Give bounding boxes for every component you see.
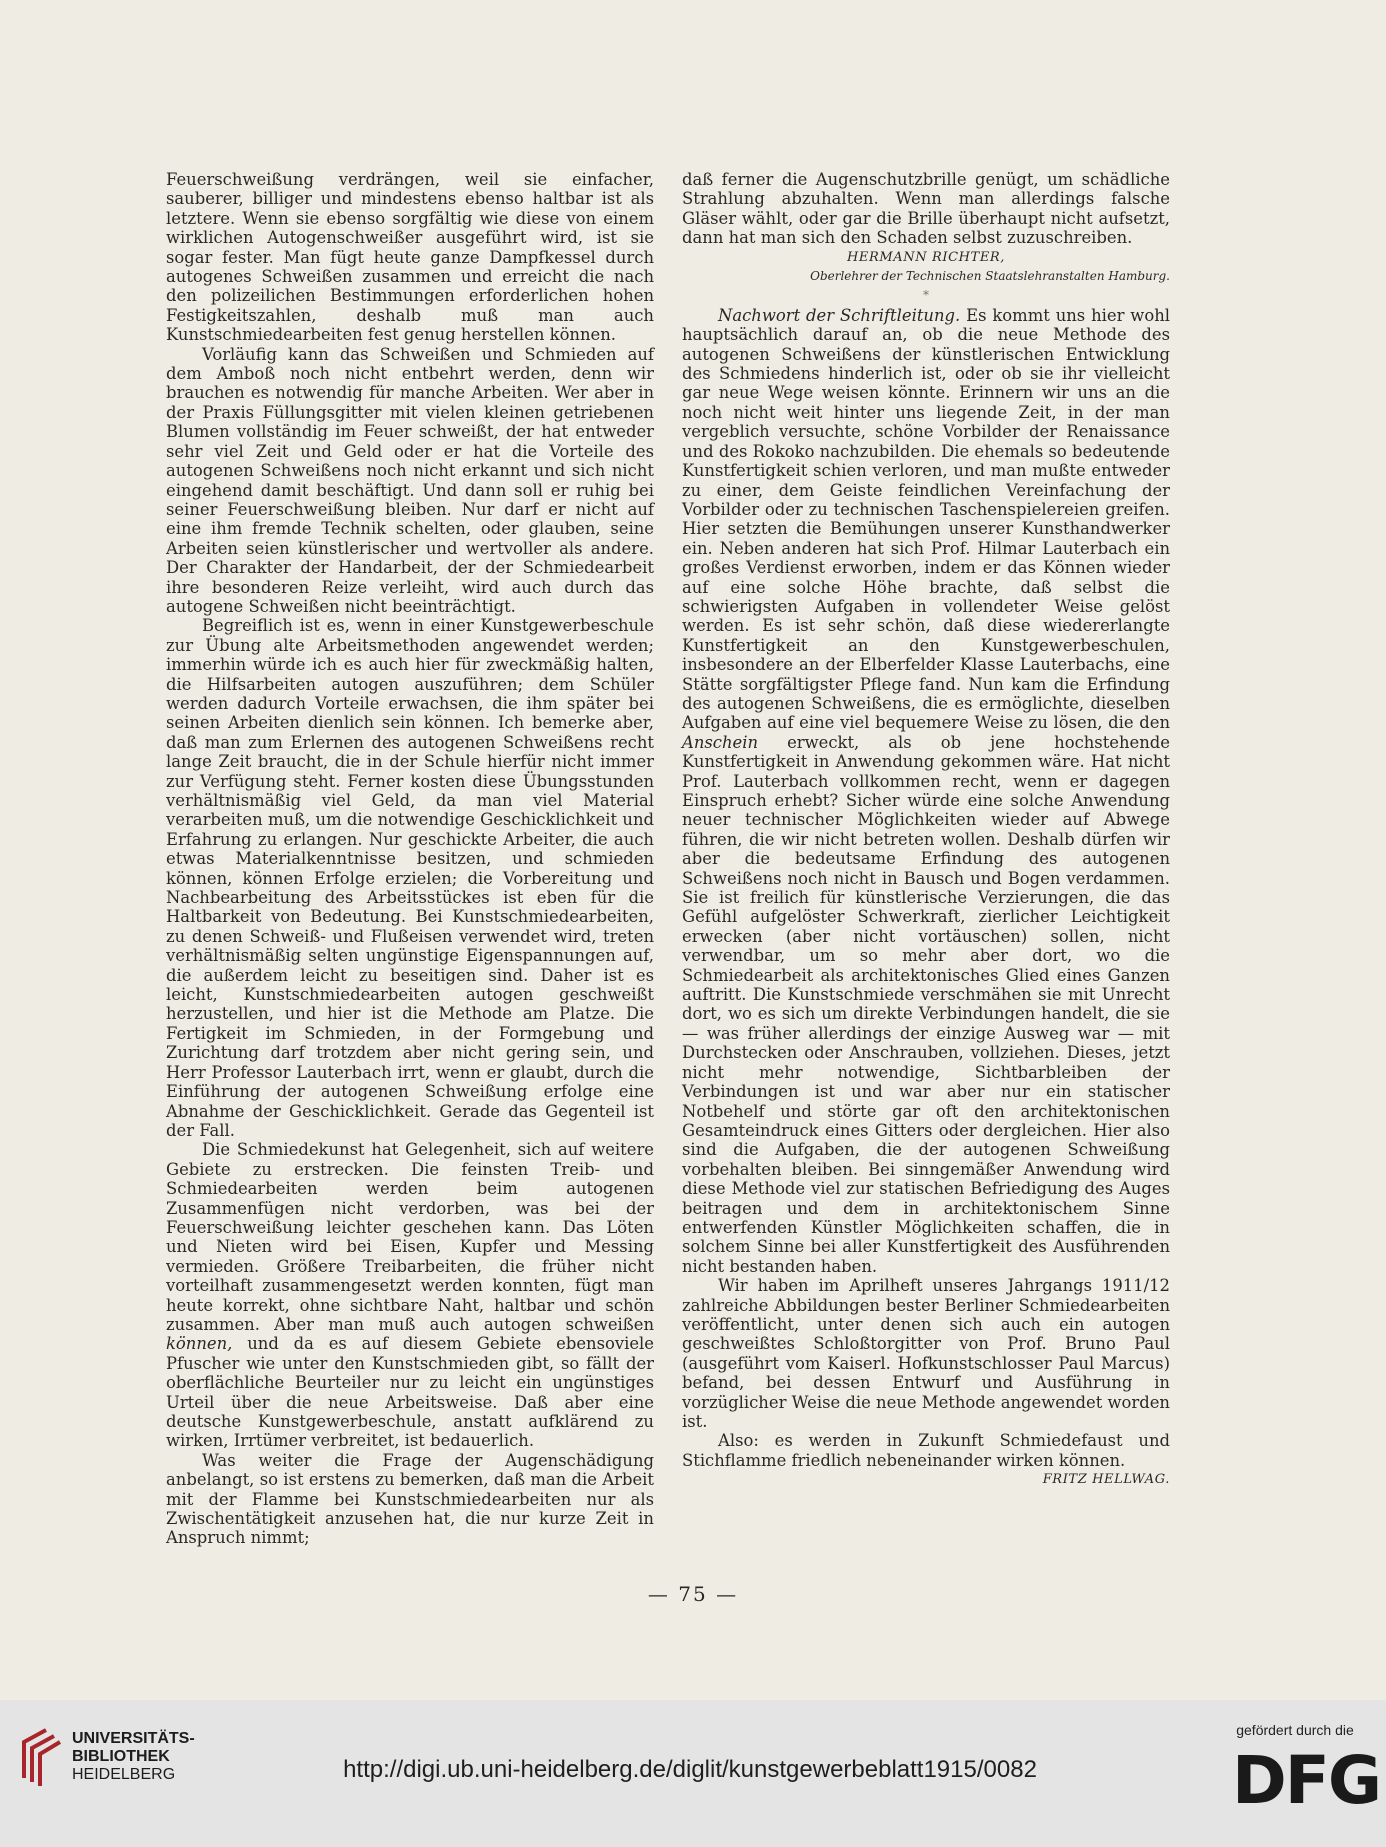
library-name-line: BIBLIOTHEK	[72, 1748, 170, 1765]
signature-name: HERMANN RICHTER,	[846, 249, 1006, 265]
paragraph: Begreiflich ist es, wenn in einer Kunstgewerbeschule zur Übung alte Arbeitsmethoden angewendet werden; immerhin würde ich es auch hier für zweckmäßig halten, die Hilfsarbeiten autogen auszuführen; dem Schüler werden dadurch Vorteile erwachsen, die ihm später bei seinen Arbeiten dienlich sein können. Ich bemerke aber, daß man zum Erlernen des autogenen Schweißens recht lange Zeit braucht, die in der Schule hierfür nicht immer zur Verfügung steht. Ferner kosten diese Übungsstunden verhältnismäßig viel Geld, da man viel Material verarbeiten muß, um die notwendige Geschicklichkeit und Erfahrung zu erlangen. Nur geschickte Arbeiter, die auch etwas Materialkenntnisse besitzen, und schmieden können, können Erfolge erzielen; die Vorbereitung und Nachbearbeitung des Arbeitsstückes ist eben für die Haltbarkeit von Bedeutung. Bei Kunstschmiedearbeiten, zu denen Schweiß- und Flußeisen verwendet wird, treten verhältnismäßig selten ungünstige Eigenspannungen auf, die außerdem leicht zu beseitigen sind. Daher ist es leicht, Kunstschmiedearbeiten autogen geschweißt herzustellen, und hier ist die Methode am Platze. Die Fertigkeit im Schmieden, in der Formgebung und Zurichtung darf trotzdem aber nicht gering sein, und Herr Professor Lauterbach irrt, wenn er glaubt, durch die Einführung der autogenen Schweißung erfolge eine Abnahme der Geschicklichkeit. Gerade das Gegenteil ist der Fall.	[166, 616, 654, 1140]
paragraph: Vorläufig kann das Schweißen und Schmieden auf dem Amboß noch nicht entbehrt werden, denn wir brauchen es notwendig für manche Arbeiten. Wer aber in der Praxis Füllungsgitter mit vielen kleinen getriebenen Blumen vollständig im Feuer schweißt, der hat entweder sehr viel Zeit und Geld oder er hat die Vorteile des autogenen Schweißens noch nicht erkannt und sich nicht eingehend damit beschäftigt. Und dann soll er ruhig bei seiner Feuerschweißung bleiben. Nur darf er nicht auf eine ihm fremde Technik schelten, oder glauben, seine Arbeiten seien künstlerischer und wertvoller als andere. Der Charakter der Handarbeit, der der Schmiedearbeit ihre besonderen Reize verleiht, wird auch durch das autogene Schweißen nicht beeinträchtigt.	[166, 344, 654, 616]
dfg-logo[interactable]: DFG	[1232, 1742, 1381, 1819]
signature-role: Oberlehrer der Technischen Staatslehranstalten Hamburg.	[810, 269, 1170, 284]
nachwort-paragraph	[682, 306, 1170, 1276]
left-column	[166, 170, 654, 1548]
section-separator: *	[923, 288, 929, 303]
text-run: Die Schmiedekunst hat Gelegenheit, sich auf weitere Gebiete zu erstrecken. Die feinsten Treib- und Schmiedearbeiten werden beim autogenen Zusammenfügen nicht verdorben, was bei der Feuerschweißung leichter geschehen kann. Das Löten und Nieten wird bei Eisen, Kupfer und Messing vermieden. Größere Treibarbeiten, die früher nicht vorteilhaft zusammengesetzt werden konnten, fügt man heute korrekt, ohne sichtbare Naht, haltbar und schön zusammen. Aber man muß auch autogen schweißen	[166, 1140, 654, 1334]
final-signature: FRITZ HELLWAG.	[1042, 1472, 1170, 1488]
text-run: erweckt, als ob jene hochstehende Kunstfertigkeit in Anwendung gekommen wäre. Hat nicht Prof. Lauterbach vollkommen recht, wenn er dagegen Einspruch erhebt? Sicher würde eine solche Anwendung neuer technischer Möglichkeiten wieder auf Abwege führen, die wir nicht betreten wollen. Deshalb dürfen wir aber die bedeutsame Erfindung des autogenen Schweißens noch nicht in Bausch und Bogen verdammen. Sie ist freilich für künstlerische Verzierungen, die das Gefühl aufgelöster Schwerkraft, zierlicher Leichtigkeit erwecken (aber nicht vortäuschen) sollen, nicht verwendbar, um so mehr aber dort, wo die Schmiedearbeit als architektonisches Glied eines Ganzen auftritt. Die Kunstschmiede verschmähen sie mit Unrecht dort, wo es sich um direkte Verbindungen handelt, die sie — was früher allerdings der einzige Ausweg war — mit Durchstecken oder Anschrauben, vollziehen. Dieses, jetzt nicht mehr notwendige, Sichtbarbleiben der Verbindungen ist und war aber nur ein statischer Notbehelf und störte gar oft den architektonischen Gesamteindruck eines Gitters oder dergleichen. Hier also sind die Aufgaben, die der autogenen Schweißung vorbehalten bleiben. Bei sinngemäßer Anwendung wird diese Methode viel zur statischen Befriedigung des Auges beitragen und dem in architektonischem Sinne entwerfenden Künstler Möglichkeiten schaffen, die in solchem Sinne bei aller Kunstfertigkeit des Ausführenden nicht bestanden haben.	[682, 732, 1171, 1276]
text-run: und da es auf diesem Gebiete ebensoviele Pfuscher wie unter den Kunstschmieden gibt, so fällt der oberflächliche Beurteiler nur zu leicht ein ungünstiges Urteil über die neue Arbeitsweise. Daß aber eine deutsche Kunstgewerbeschule, anstatt aufklärend zu wirken, Irrtümer verbreitet, ist bedauerlich.	[166, 1334, 654, 1451]
paragraph: Feuerschweißung verdrängen, weil sie einfacher, sauberer, billiger und mindestens ebenso haltbar ist als letztere. Wenn sie ebenso sorgfältig wie diese von einem wirklichen Autogenschweißer ausgeführt wird, ist sie sogar fester. Man fügt heute ganze Dampfkessel durch autogenes Schweißen zusammen und erreicht die nach den polizeilichen Bestimmungen erforderlichen hohen Festigkeitszahlen, deshalb muß man auch Kunstschmiedearbeiten fest genug herstellen können.	[166, 170, 654, 345]
nachwort-title: Nachwort der Schriftleitung.	[718, 305, 961, 325]
paragraph: Was weiter die Frage der Augenschädigung anbelangt, so ist erstens zu bemerken, daß man die Arbeit mit der Flamme bei Kunstschmiedearbeiten nur als Zwischentätigkeit anzusehen hat, die nur kurze Zeit in Anspruch nimmt;	[166, 1450, 654, 1548]
funding-caption: gefördert durch die	[1236, 1722, 1354, 1738]
library-name-line: HEIDELBERG	[72, 1766, 176, 1783]
paragraph: Also: es werden in Zukunft Schmiedefaust und Stichflamme friedlich nebeneinander wirken können.	[682, 1431, 1170, 1470]
emphasis-text: Anschein	[682, 732, 759, 752]
paragraph	[166, 1140, 654, 1451]
page-number: — 75 —	[647, 1582, 739, 1606]
library-name-line: UNIVERSITÄTS-	[72, 1730, 195, 1747]
document-url-link[interactable]: http://digi.ub.uni-heidelberg.de/diglit/kunstgewerbeblatt1915/0082	[343, 1756, 1037, 1783]
paragraph: Wir haben im Aprilheft unseres Jahrgangs 1911/12 zahlreiche Abbildungen bester Berliner Schmiedearbeiten veröffentlicht, unter denen sich auch ein autogen geschweißtes Schloßtorgitter von Prof. Bruno Paul (ausgeführt vom Kaiserl. Hofkunstschlosser Paul Marcus) befand, bei dessen Entwurf und Ausführung in vorzüglicher Weise die neue Methode angewendet worden ist.	[682, 1276, 1170, 1431]
right-column	[682, 170, 1170, 1490]
viewer-footer	[0, 1700, 1386, 1847]
university-library-logo-icon	[16, 1726, 62, 1788]
emphasis-text: können,	[166, 1334, 233, 1354]
text-run: Es kommt uns hier wohl hauptsächlich darauf an, ob die neue Methode des autogenen Schweißens der künstlerischen Entwicklung des Schmiedens hinderlich ist, oder ob sie ihr vielleicht gar neue Wege weisen könnte. Erinnern wir uns an die noch nicht weit hinter uns liegende Zeit, in der man vergeblich versuchte, schöne Vorbilder der Renaissance und des Rokoko nachzubilden. Die ehemals so bedeutende Kunstfertigkeit schien verloren, und man mußte entweder zu einer, dem Geiste feindlichen Vereinfachung der Vorbilder oder zu technischen Taschenspielereien greifen. Hier setzten die Bemühungen unserer Kunsthandwerker ein. Neben anderen hat sich Prof. Hilmar Lauterbach ein großes Verdienst erworben, indem er das Können wieder auf eine solche Höhe brachte, daß selbst die schwierigsten Aufgaben in vollendeter Weise gelöst werden. Es ist sehr schön, daß diese wiedererlangte Kunstfertigkeit an den Kunstgewerbeschulen, insbesondere an der Elberfelder Klasse Lauterbachs, eine Stätte sorgfältigster Pflege fand. Nun kam die Erfindung des autogenen Schweißens, die es ermöglichte, dieselben Aufgaben auf eine viel bequemere Weise zu lösen, die den	[682, 305, 1170, 733]
paragraph: daß ferner die Augenschutzbrille genügt, um schädliche Strahlung abzuhalten. Wenn man allerdings falsche Gläser wählt, oder gar die Brille überhaupt nicht aufsetzt, dann hat man sich den Schaden selbst zuzuschreiben.	[682, 170, 1170, 248]
library-name[interactable]	[72, 1730, 195, 1784]
